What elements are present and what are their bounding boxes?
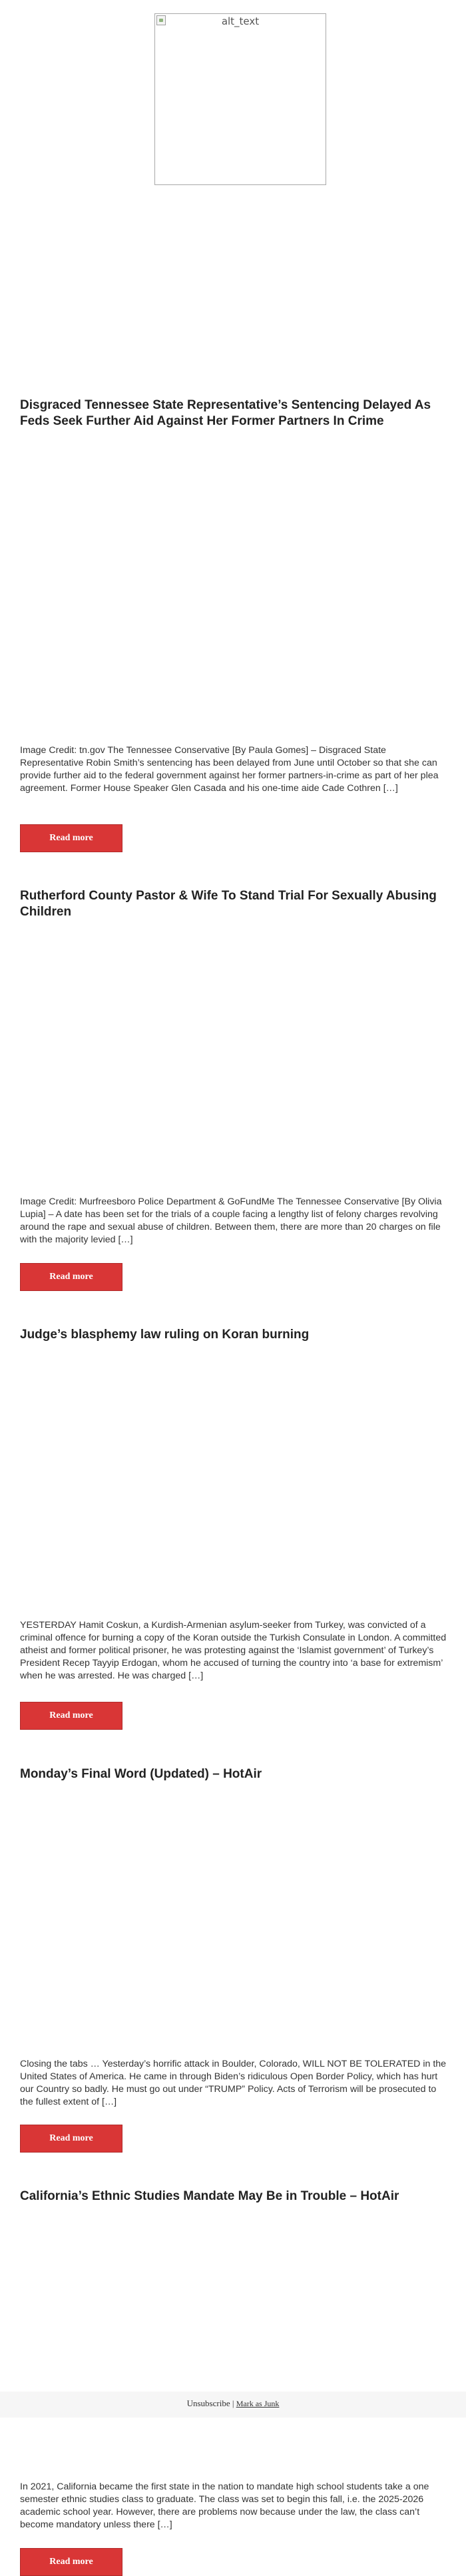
mark-spam-link[interactable]: Mark as Junk <box>236 2399 280 2408</box>
read-more-button[interactable]: Read more <box>20 2548 122 2576</box>
article-title[interactable]: Disgraced Tennessee State Representative’s Sentencing Delayed As Feds Seek Further Aid Against Her Former Partners In Crime <box>20 398 431 428</box>
footer-separator: | <box>232 2398 234 2408</box>
article-title[interactable]: Rutherford County Pastor & Wife To Stand Trial For Sexually Abusing Children <box>20 889 437 919</box>
read-more-button[interactable]: Read more <box>20 1702 122 1730</box>
unsubscribe-text[interactable]: Unsubscribe <box>186 2398 230 2408</box>
article-excerpt: In 2021, California became the first state in the nation to mandate high school students take a one semester ethnic studies class to graduate. The class was set to begin this fall, i.e. the 2025-2026 academic school year. However, there are problems now because under the law, the class can’t become mandatory unless there […] <box>20 2481 429 2530</box>
header <box>0 0 466 213</box>
article-excerpt: Image Credit: Murfreesboro Police Department & GoFundMe The Tennessee Conservative [By Olivia Lupia] – A date has been set for the trials of a couple facing a lengthy list of felony charges revolving around the rape and sexual abuse of children. Between them, there are more than 20 charges on file with the majority levied […] <box>20 1196 442 1245</box>
read-more-button[interactable]: Read more <box>20 824 122 852</box>
article-excerpt: Image Credit: tn.gov The Tennessee Conservative [By Paula Gomes] – Disgraced State Representative Robin Smith’s sentencing has been delayed from June until October so that she can provide further aid to the federal government against her former partners-in-crime as part of her plea agreement. Former House Speaker Glen Casada and his one-time aide Cade Cothren […] <box>20 745 439 794</box>
logo-alt-text: alt_text <box>221 15 260 27</box>
read-more-button[interactable]: Read more <box>20 2125 122 2153</box>
article-title[interactable]: California’s Ethnic Studies Mandate May Be in Trouble – HotAir <box>20 2189 399 2203</box>
footer <box>0 2392 466 2418</box>
article-excerpt: YESTERDAY Hamit Coskun, a Kurdish-Armenian asylum-seeker from Turkey, was convicted of a criminal offence for burning a copy of the Koran outside the Turkish Consulate in London. A committed atheist and former political prisoner, he was protesting against the ‘Islamist government’ of Turkey’s President Recep Tayyip Erdogan, whom he accused of turning the country into ‘a base for extremism’ when he was arrested. He was charged […] <box>20 1620 447 1681</box>
article-title[interactable]: Judge’s blasphemy law ruling on Koran burning <box>20 1328 310 1342</box>
article-excerpt: Closing the tabs … Yesterday’s horrific attack in Boulder, Colorado, WILL NOT BE TOLERATED in the United States of America. He came in through Biden’s ridiculous Open Border Policy, which has hurt our Country so badly. He must go out under “TRUMP” Policy. Acts of Terrorism will be prosecuted to the fullest extent of […] <box>20 2059 447 2107</box>
article-title[interactable]: Monday’s Final Word (Updated) – HotAir <box>20 1767 262 1781</box>
logo-image <box>154 13 326 185</box>
read-more-button[interactable]: Read more <box>20 1263 122 1291</box>
